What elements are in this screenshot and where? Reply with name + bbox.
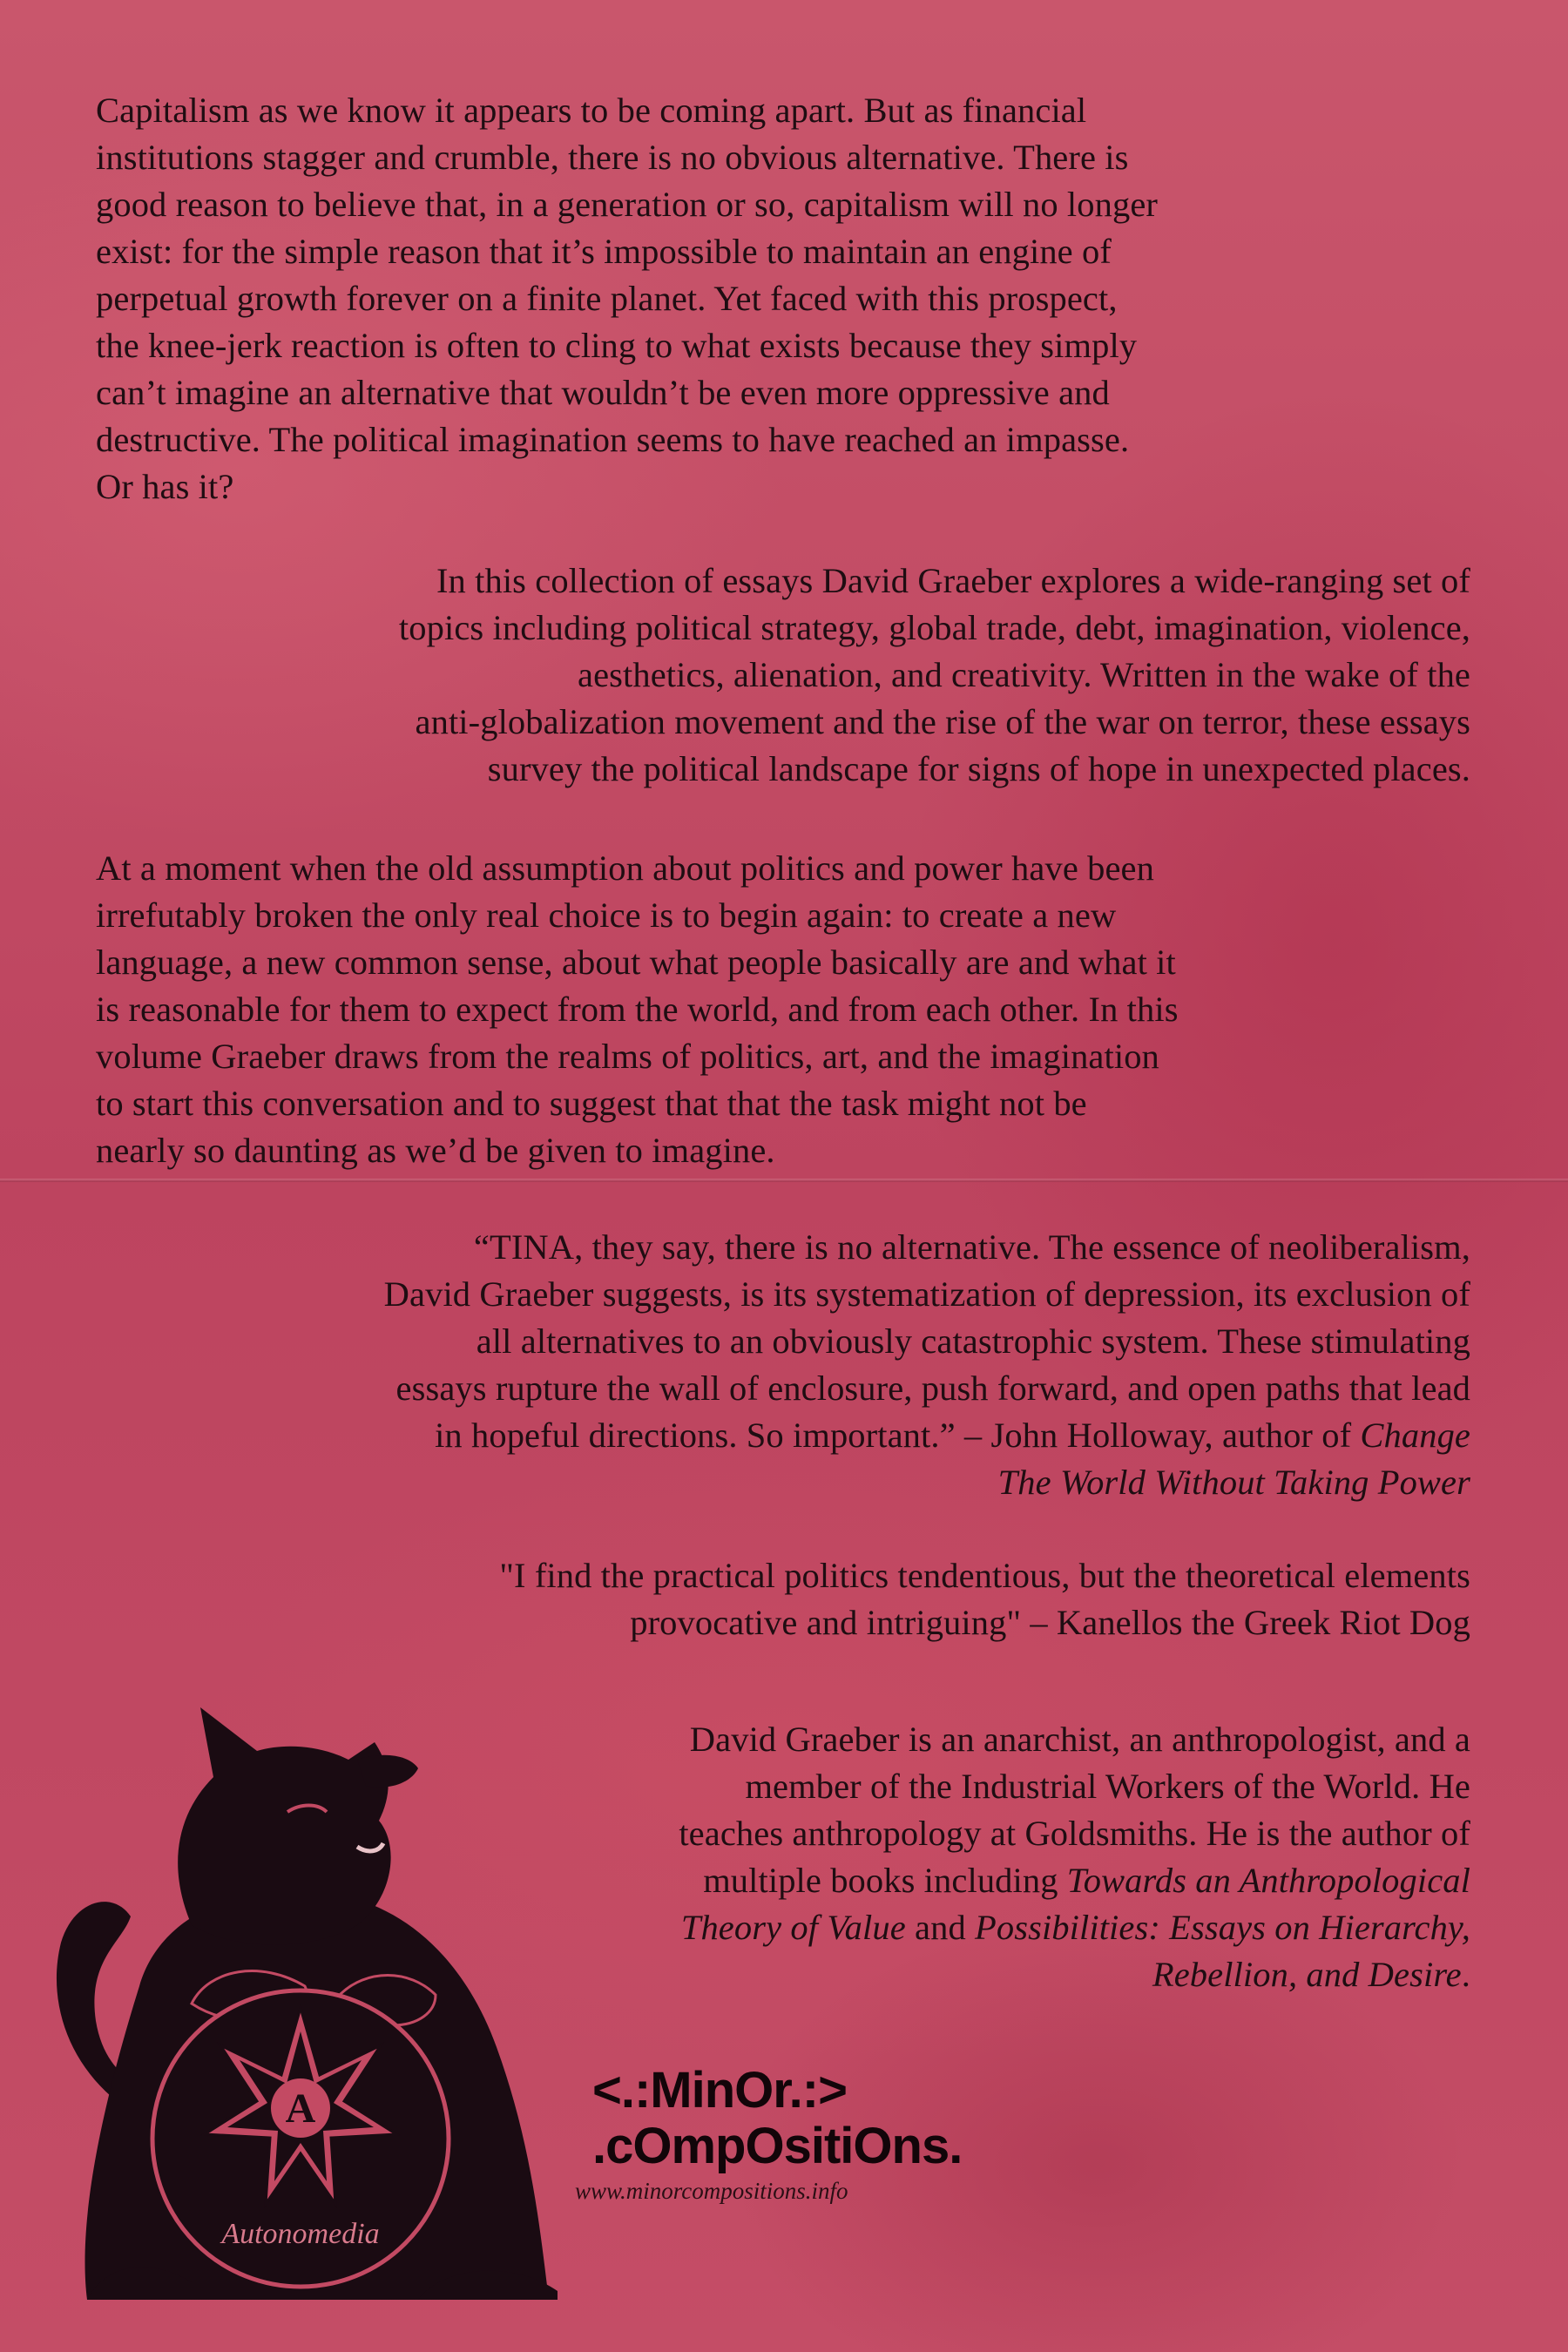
- author-bio: [436, 1716, 1470, 1998]
- star-letter: A: [285, 2085, 316, 2132]
- kanellos-quote: [87, 1552, 1470, 1646]
- bio-text: .: [1461, 1955, 1470, 1994]
- publisher-logo: [575, 2062, 1080, 2207]
- text-line: institutions stagger and crumble, there is no obvious alternative. There is: [96, 138, 1129, 177]
- text-line: David Graeber is an anarchist, an anthropologist, and a: [689, 1720, 1470, 1759]
- text-line: the knee-jerk reaction is often to cling to what exists because they simply: [96, 326, 1138, 365]
- book-title: Rebellion, and Desire: [1152, 1955, 1462, 1994]
- bio-text: and: [905, 1908, 976, 1947]
- text-line: David Graeber suggests, is its systematization of depression, its exclusion of: [383, 1274, 1470, 1314]
- publisher-name-line1: <.:MinOr.:>: [592, 2062, 847, 2119]
- text-line: At a moment when the old assumption about politics and power have been: [96, 848, 1154, 888]
- text-line: anti-globalization movement and the rise of the war on terror, these essays: [415, 702, 1470, 741]
- text-line: survey the political landscape for signs of hope in unexpected places.: [487, 749, 1470, 788]
- text-line: aesthetics, alienation, and creativity. Written in the wake of the: [578, 655, 1470, 694]
- moment-paragraph: [96, 845, 1490, 1174]
- text-line: can’t imagine an alternative that wouldn’t be even more oppressive and: [96, 373, 1110, 412]
- book-title: Change: [1360, 1416, 1470, 1455]
- text-line: [436, 1857, 1470, 1904]
- text-line: all alternatives to an obviously catastrophic system. These stimulating: [476, 1321, 1470, 1361]
- autonomedia-cat-logo: [26, 1638, 584, 2326]
- book-title: Theory of Value: [680, 1908, 906, 1947]
- text-line: [436, 1904, 1470, 1951]
- text-line: Or has it?: [96, 467, 234, 506]
- intro-paragraph: [96, 87, 1490, 510]
- book-title: Towards an Anthropological: [1066, 1861, 1470, 1900]
- book-title: The World Without Taking Power: [997, 1463, 1470, 1502]
- book-title: Possibilities: Essays on Hierarchy,: [975, 1908, 1470, 1947]
- text-line: good reason to believe that, in a generation or so, capitalism will no longer: [96, 185, 1159, 224]
- text-line: topics including political strategy, global trade, debt, imagination, violence,: [398, 608, 1470, 647]
- text-line: destructive. The political imagination seems to have reached an impasse.: [96, 420, 1130, 459]
- text-line: [87, 1412, 1470, 1459]
- text-line: “TINA, they say, there is no alternative. The essence of neoliberalism,: [473, 1227, 1470, 1267]
- quote-attribution: in hopeful directions. So important.” – John Holloway, author of: [435, 1416, 1361, 1455]
- publisher-name-line2: .cOmpOsitiOns.: [592, 2118, 963, 2174]
- text-line: language, a new common sense, about what people basically are and what it: [96, 943, 1176, 982]
- text-line: volume Graeber draws from the realms of politics, art, and the imagination: [96, 1037, 1159, 1076]
- black-cat-icon: [26, 1638, 584, 2326]
- text-line: "I find the practical politics tendentious, but the theoretical elements: [499, 1556, 1470, 1595]
- text-line: Capitalism as we know it appears to be coming apart. But as financial: [96, 91, 1087, 130]
- text-line: essays rupture the wall of enclosure, push forward, and open paths that lead: [395, 1369, 1470, 1408]
- bio-text: multiple books including: [703, 1861, 1067, 1900]
- holloway-quote: [87, 1224, 1470, 1506]
- text-line: perpetual growth forever on a finite planet. Yet faced with this prospect,: [96, 279, 1118, 318]
- text-line: [436, 1951, 1470, 1998]
- text-line: is reasonable for them to expect from the world, and from each other. In this: [96, 990, 1179, 1029]
- text-line: In this collection of essays David Graeber explores a wide-ranging set of: [436, 561, 1470, 600]
- text-line: member of the Industrial Workers of the World. He: [745, 1767, 1470, 1806]
- autonomedia-label: Autonomedia: [221, 2218, 380, 2250]
- text-line: provocative and intriguing" – Kanellos the Greek Riot Dog: [630, 1603, 1470, 1642]
- publisher-url[interactable]: www.minorcompositions.info: [575, 2178, 848, 2204]
- collection-paragraph: [87, 558, 1470, 793]
- text-line: irrefutably broken the only real choice is to begin again: to create a new: [96, 896, 1117, 935]
- text-line: teaches anthropology at Goldsmiths. He is the author of: [679, 1814, 1470, 1853]
- text-line: to start this conversation and to suggest that that the task might not be: [96, 1084, 1087, 1123]
- text-line: exist: for the simple reason that it’s impossible to maintain an engine of: [96, 232, 1112, 271]
- paper-fold-line: [0, 1179, 1568, 1182]
- text-line: nearly so daunting as we’d be given to imagine.: [96, 1131, 775, 1170]
